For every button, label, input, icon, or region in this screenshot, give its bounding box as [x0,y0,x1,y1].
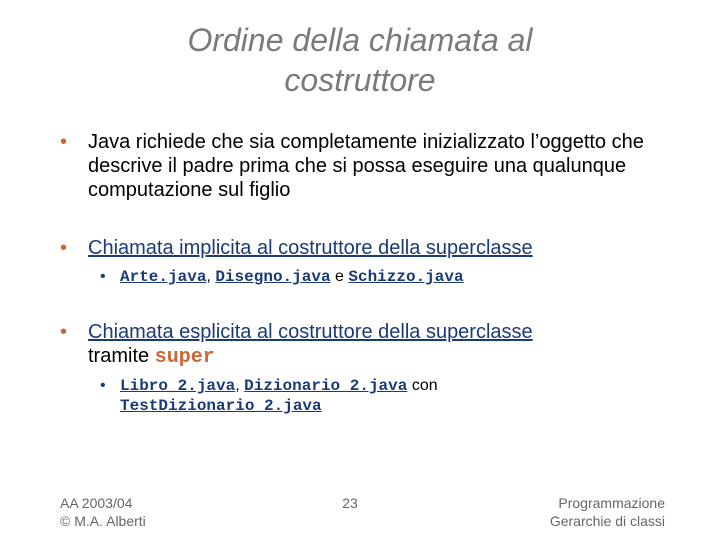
super-keyword: super [154,346,215,369]
libro-2-java-link[interactable]: Libro_2.java [120,377,236,395]
separator: , [206,268,211,285]
bullet-3-sub [100,376,660,416]
bullet-dot-icon: • [60,321,68,343]
sub-bullet-dot-icon: • [100,268,106,285]
page-number: 23 [342,495,358,511]
dizionario-2-java-link[interactable]: Dizionario_2.java [244,377,408,395]
footer-topic: Gerarchie di classi [549,513,665,529]
footer-left [60,494,146,530]
disegno-java-link[interactable]: Disegno.java [215,268,331,286]
bullet-3-text-2: tramite [88,345,150,367]
footer-right [550,494,665,530]
footer-author: © M.A. Alberti [60,513,146,529]
footer-year: AA 2003/04 [60,495,133,511]
explicit-call-link[interactable]: Chiamata esplicita al costruttore della superclasse [88,321,533,343]
separator: , [235,377,240,394]
bullet-dot-icon: • [60,131,68,153]
sub-bullet-dot-icon: • [100,377,106,394]
bullet-2 [60,236,680,260]
bullet-1-text: Java richiede che sia completamente inizializzato l’oggetto che descrive il padre prima che si possa eseguire una qualunque computazione sul figlio [88,131,644,201]
bullet-1 [60,130,680,202]
conjunction: e [335,268,344,285]
bullet-dot-icon: • [60,237,68,259]
footer-course: Programmazione [558,495,665,511]
bullet-2-sub [100,267,660,287]
title-line-1: Ordine della chiamata al [187,22,533,58]
schizzo-java-link[interactable]: Schizzo.java [348,268,464,286]
conjunction: con [411,377,438,394]
bullet-3 [60,320,680,370]
test-dizionario-2-java-link[interactable]: TestDizionario_2.java [120,397,322,415]
implicit-call-link[interactable]: Chiamata implicita al costruttore della superclasse [88,237,533,259]
arte-java-link[interactable]: Arte.java [120,268,207,286]
title-line-2: costruttore [284,62,436,98]
slide-title [60,20,660,100]
